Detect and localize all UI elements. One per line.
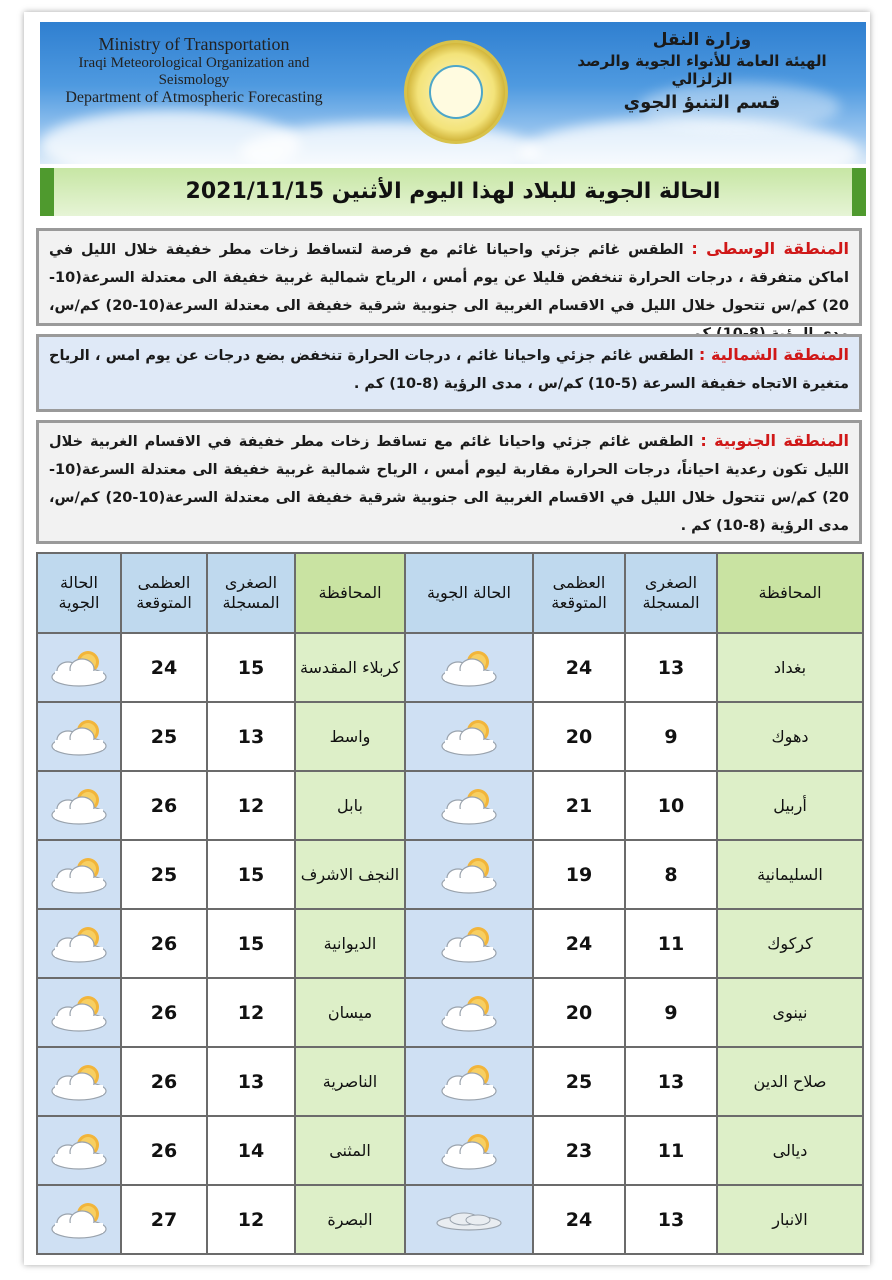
condition-cell	[405, 1116, 533, 1185]
min-temp-cell: 12	[207, 1185, 295, 1254]
min-temp-cell: 8	[625, 840, 717, 909]
province-cell: دهوك	[717, 702, 863, 771]
max-temp-cell: 20	[533, 702, 625, 771]
partly-cloudy-icon	[434, 658, 504, 678]
partly-cloudy-icon	[44, 934, 114, 954]
province-cell: الناصرية	[295, 1047, 405, 1116]
province-cell: ميسان	[295, 978, 405, 1047]
min-temp-cell: 11	[625, 909, 717, 978]
partly-cloudy-icon	[434, 1072, 504, 1092]
min-temp-cell: 14	[207, 1116, 295, 1185]
table-row	[37, 909, 863, 978]
region-name: المنطقة الجنوبية :	[700, 431, 849, 450]
table-row	[37, 1116, 863, 1185]
organization-name-ar: الهيئة العامة للأنواء الجوية والرصد الزلزالي	[577, 52, 827, 88]
min-temp-cell: 12	[207, 771, 295, 840]
region-name: المنطقة الوسطى :	[691, 239, 849, 258]
max-temp-cell: 27	[121, 1185, 207, 1254]
province-cell: واسط	[295, 702, 405, 771]
province-cell: الديوانية	[295, 909, 405, 978]
province-cell: المثنى	[295, 1116, 405, 1185]
department-name-en: Department of Atmospheric Forecasting	[65, 89, 323, 106]
region-text: الطقس غائم جزئي واحيانا غائم مع تساقط زخات مطر خفيفة في الاقسام الغربية خلال الليل تكون رعدية احياناً، درجات الحرارة مقاربة ليوم أمس ، الرياح شمالية غربية خفيفة الى معتدلة السرعة(10-20) كم/س تتحول خلال الليل في الاقسام الغربية الى جنوبية شرقية خفيفة الى معتدلة السرعة(10-20) كم/س، مدى الرؤية (8-10) كم .	[49, 434, 849, 534]
header-min-recorded: الصغرى المسجلة	[207, 553, 295, 633]
condition-cell	[405, 840, 533, 909]
province-cell: كربلاء المقدسة	[295, 633, 405, 702]
table-row	[37, 702, 863, 771]
region-central	[36, 228, 862, 326]
table-header-row	[37, 553, 863, 633]
header-condition: الحالة الجوية	[405, 553, 533, 633]
max-temp-cell: 24	[533, 633, 625, 702]
table-row	[37, 840, 863, 909]
partly-cloudy-icon	[44, 1072, 114, 1092]
max-temp-cell: 26	[121, 909, 207, 978]
province-cell: كركوك	[717, 909, 863, 978]
header-english	[54, 34, 334, 107]
condition-cell	[405, 633, 533, 702]
max-temp-cell: 26	[121, 978, 207, 1047]
condition-cell	[37, 633, 121, 702]
partly-cloudy-icon	[434, 1003, 504, 1023]
partly-cloudy-icon	[44, 1003, 114, 1023]
condition-cell	[37, 771, 121, 840]
max-temp-cell: 25	[121, 702, 207, 771]
ministry-name-en: Ministry of Transportation	[98, 34, 290, 54]
max-temp-cell: 25	[533, 1047, 625, 1116]
max-temp-cell: 20	[533, 978, 625, 1047]
region-text: الطقس غائم جزئي واحيانا غائم ، درجات الحرارة تنخفض بضع درجات عن يوم امس ، الرياح متغيرة الاتجاه خفيفة السرعة (5-10) كم/س ، مدى الرؤية (8-10) كم .	[49, 348, 849, 392]
province-cell: بغداد	[717, 633, 863, 702]
department-name-ar: قسم التنبؤ الجوي	[623, 92, 781, 113]
province-cell: البصرة	[295, 1185, 405, 1254]
province-cell: ديالى	[717, 1116, 863, 1185]
max-temp-cell: 24	[533, 909, 625, 978]
partly-cloudy-icon	[44, 727, 114, 747]
min-temp-cell: 13	[625, 633, 717, 702]
condition-cell	[37, 1116, 121, 1185]
min-temp-cell: 15	[207, 909, 295, 978]
page-title: الحالة الجوية للبلاد لهذا اليوم الأثنين 2021/11/15	[40, 168, 866, 216]
max-temp-cell: 24	[121, 633, 207, 702]
header-province: المحافظة	[295, 553, 405, 633]
partly-cloudy-icon	[434, 727, 504, 747]
header-province: المحافظة	[717, 553, 863, 633]
condition-cell	[37, 840, 121, 909]
max-temp-cell: 25	[121, 840, 207, 909]
partly-cloudy-icon	[44, 796, 114, 816]
province-cell: أربيل	[717, 771, 863, 840]
header-arabic	[552, 30, 852, 113]
min-temp-cell: 9	[625, 702, 717, 771]
condition-cell	[37, 909, 121, 978]
condition-cell	[37, 978, 121, 1047]
cloud-icon	[434, 1210, 504, 1230]
header-max-expected: العظمى المتوقعة	[121, 553, 207, 633]
partly-cloudy-icon	[434, 796, 504, 816]
min-temp-cell: 15	[207, 633, 295, 702]
min-temp-cell: 12	[207, 978, 295, 1047]
region-south	[36, 420, 862, 544]
organization-name-en: Iraqi Meteorological Organization and Seismology	[78, 55, 310, 88]
header-condition: الحالة الجوية	[37, 553, 121, 633]
ministry-name-ar: وزارة النقل	[652, 30, 752, 50]
partly-cloudy-icon	[44, 1141, 114, 1161]
min-temp-cell: 10	[625, 771, 717, 840]
table-row	[37, 1047, 863, 1116]
table-row	[37, 771, 863, 840]
partly-cloudy-icon	[434, 865, 504, 885]
min-temp-cell: 13	[625, 1047, 717, 1116]
condition-cell	[37, 1047, 121, 1116]
header-banner	[40, 22, 866, 164]
condition-cell	[405, 909, 533, 978]
partly-cloudy-icon	[44, 1210, 114, 1230]
condition-cell	[405, 1185, 533, 1254]
partly-cloudy-icon	[44, 658, 114, 678]
table-row	[37, 633, 863, 702]
table-row	[37, 978, 863, 1047]
table-row	[37, 1185, 863, 1254]
max-temp-cell: 26	[121, 1047, 207, 1116]
forecast-table	[36, 552, 864, 1255]
max-temp-cell: 26	[121, 1116, 207, 1185]
min-temp-cell: 15	[207, 840, 295, 909]
region-name: المنطقة الشمالية :	[698, 345, 849, 364]
province-cell: صلاح الدين	[717, 1047, 863, 1116]
partly-cloudy-icon	[44, 865, 114, 885]
province-cell: الانبار	[717, 1185, 863, 1254]
min-temp-cell: 11	[625, 1116, 717, 1185]
province-cell: بابل	[295, 771, 405, 840]
partly-cloudy-icon	[434, 1141, 504, 1161]
condition-cell	[405, 702, 533, 771]
min-temp-cell: 9	[625, 978, 717, 1047]
max-temp-cell: 26	[121, 771, 207, 840]
min-temp-cell: 13	[207, 1047, 295, 1116]
organization-logo	[404, 40, 508, 144]
partly-cloudy-icon	[434, 934, 504, 954]
condition-cell	[405, 771, 533, 840]
region-text: الطقس غائم جزئي واحيانا غائم مع فرصة لتساقط زخات مطر خفيفة خلال الليل في اماكن متفرقة ، درجات الحرارة تنخفض قليلا عن يوم أمس ، الرياح شمالية غربية خفيفة الى معتدلة السرعة(10-20) كم/س تتحول خلال الليل في الاقسام الغربية الى جنوبية شرقية خفيفة الى معتدلة السرعة(10-20) كم/س،	[49, 242, 849, 314]
condition-cell	[405, 978, 533, 1047]
province-cell: النجف الاشرف	[295, 840, 405, 909]
min-temp-cell: 13	[207, 702, 295, 771]
condition-cell	[37, 702, 121, 771]
min-temp-cell: 13	[625, 1185, 717, 1254]
max-temp-cell: 19	[533, 840, 625, 909]
header-min-recorded: الصغرى المسجلة	[625, 553, 717, 633]
province-cell: نينوى	[717, 978, 863, 1047]
condition-cell	[405, 1047, 533, 1116]
condition-cell	[37, 1185, 121, 1254]
max-temp-cell: 21	[533, 771, 625, 840]
header-max-expected: العظمى المتوقعة	[533, 553, 625, 633]
province-cell: السليمانية	[717, 840, 863, 909]
region-north	[36, 334, 862, 412]
max-temp-cell: 23	[533, 1116, 625, 1185]
max-temp-cell: 24	[533, 1185, 625, 1254]
